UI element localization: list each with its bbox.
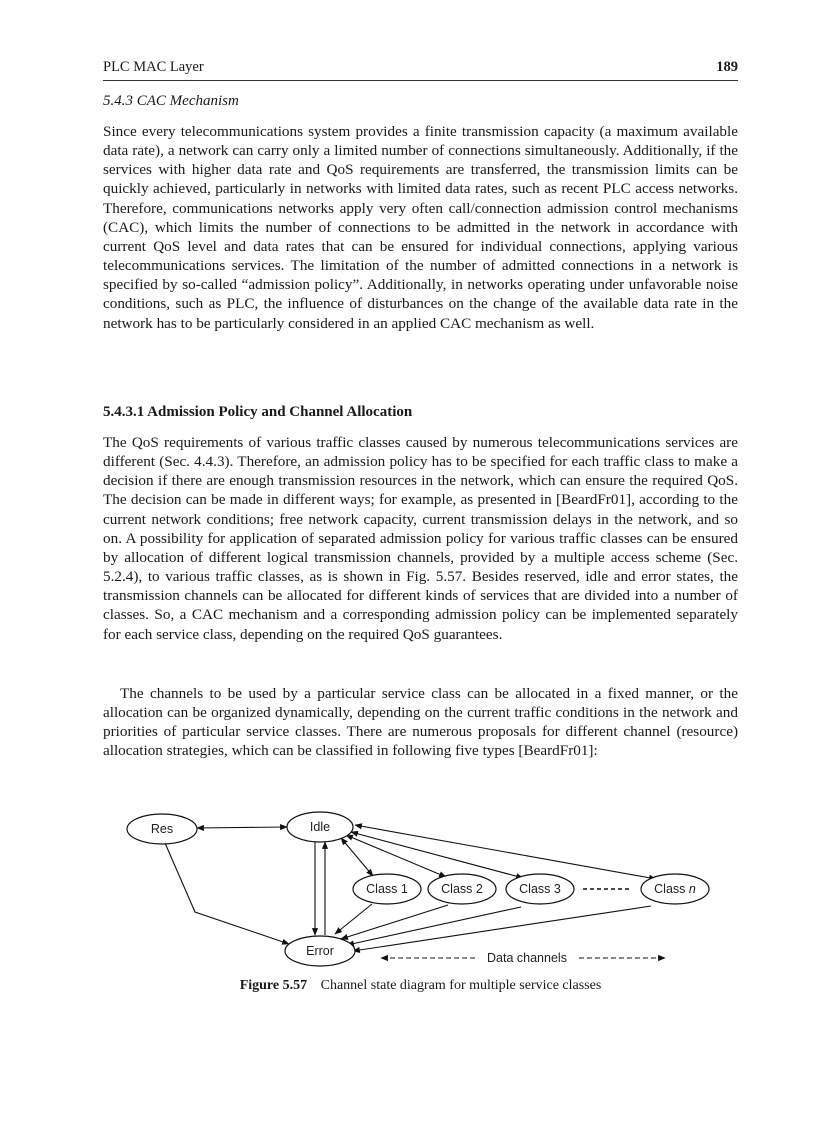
node-class2-label: Class 2 xyxy=(441,882,483,896)
node-res xyxy=(127,814,197,844)
node-error-label: Error xyxy=(306,944,334,958)
paragraph-admission-policy: The QoS requirements of various traffic classes caused by numerous telecommunications services are different (Sec. 4.4.3). Therefore, an admission policy has to be specified for each traffic class to make a decision if there are enough transmission resources in the network, which can ensure the required QoS. The decision can be made in different ways; for example, as presented in [BeardFr01], according to the current network conditions; free network capacity, current transmission delays in the network, and so on. A possibility for application of separated admission policy for various traffic classes can be ensured by allocation of different logical transmission channels, provided by a multiple access scheme (Sec. 5.2.4), to various traffic classes, as is shown in Fig. 5.57. Besides reserved, idle and error states, the transmission channels can be allocated for different kinds of services that are divided into a number of classes. So, a CAC mechanism and a corresponding admission policy can be implemented separately for each service class, depending on the required QoS guarantees. xyxy=(103,434,738,643)
edge-idle-class1 xyxy=(341,838,373,876)
node-classn-prefix: Class xyxy=(654,882,689,896)
figure-caption xyxy=(103,978,738,994)
node-class1 xyxy=(353,874,421,904)
node-res-label: Res xyxy=(150,822,174,836)
node-classn-var: n xyxy=(688,882,696,896)
paragraph-channel-allocation: The channels to be used by a particular service class can be allocated in a fixed manner, or the allocation can be organized dynamically, depending on the current traffic conditions in the network and priorities of particular service classes. There are numerous proposals for different channel (resource) allocation strategies, which can be classified in following five types [BeardFr01]: xyxy=(103,685,738,760)
edge-res-idle xyxy=(197,827,287,828)
node-class1-label: Class 1 xyxy=(366,882,408,896)
figure-caption-text: Channel state diagram for multiple service classes xyxy=(320,978,602,993)
node-classn xyxy=(641,874,709,904)
node-class3 xyxy=(506,874,574,904)
node-error xyxy=(285,936,355,966)
node-class2 xyxy=(428,874,496,904)
edge-idle-class3 xyxy=(351,832,523,878)
edge-class2-error xyxy=(341,905,448,939)
channel-state-diagram xyxy=(103,808,738,973)
edge-idle-classn xyxy=(355,825,656,879)
edge-res-error xyxy=(165,843,289,944)
figure-caption-label: Figure 5.57 xyxy=(239,978,308,993)
section-heading-5-4-3: 5.4.3 CAC Mechanism xyxy=(103,93,239,109)
paragraph-cac-intro: Since every telecommunications system provides a finite transmission capacity (a maximum available data rate), a network can carry only a limited number of connections simultaneously. Additionally, if the services with higher data rate and QoS requirements are transferred, the transmission limits can be quickly achieved, particularly in networks with limited data rates, such as recent PLC access networks. Therefore, communications networks apply very often call/connection admission control mechanisms (CAC), which limits the number of connections to be admitted in the network in accordance with current QoS level and data rates that can be ensured for individual connections, applying various telecommunications services. The limitation of the number of admitted connections in a network is specified by so-called “admission policy”. Additionally, in networks operating under unfavorable noise conditions, such as PLC, the influence of disturbances on the change of the available data rate in the network has to be particularly considered in an applied CAC mechanism as well. xyxy=(103,123,738,332)
data-channels-label: Data channels xyxy=(487,951,567,965)
running-header xyxy=(103,58,738,81)
edge-idle-class2 xyxy=(346,835,446,877)
node-classn-label xyxy=(654,882,696,896)
edge-classn-error xyxy=(353,906,651,951)
page-number: 189 xyxy=(716,59,738,75)
chapter-title: PLC MAC Layer xyxy=(103,59,204,75)
node-idle-label: Idle xyxy=(309,820,331,834)
section-heading-5-4-3-1: 5.4.3.1 Admission Policy and Channel Allocation xyxy=(103,404,413,420)
node-idle xyxy=(287,812,353,842)
edge-class1-error xyxy=(335,904,372,934)
node-class3-label: Class 3 xyxy=(519,882,561,896)
